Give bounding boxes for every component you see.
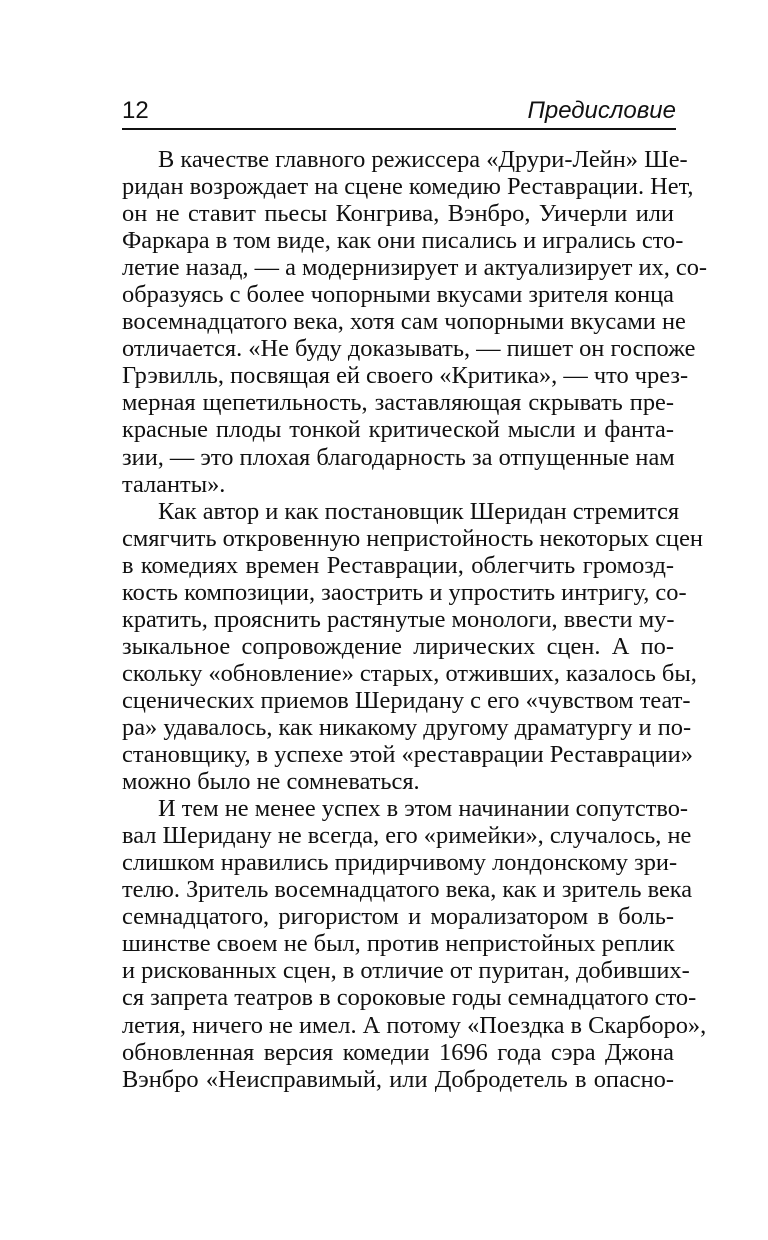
paragraph-2-line: можно было не сомневаться.: [122, 768, 420, 796]
paragraph-2-line: кость композиции, заострить и упростить интригу, со-: [122, 578, 687, 606]
paragraph-1-line: образуясь с более чопорными вкусами зрителя конца: [122, 281, 675, 309]
paragraph-3-line: обновленная версия комедии 1696 года сэра Джона: [122, 1038, 674, 1066]
paragraph-1-line: Фаркара в том виде, как они писались и игрались сто-: [122, 227, 684, 255]
paragraph-1-line: зии, — это плохая благодарность за отпущенные нам: [122, 443, 675, 471]
paragraph-3-line: телю. Зритель восемнадцатого века, как и зритель века: [122, 876, 693, 904]
section-title: Предисловие: [527, 97, 676, 124]
paragraph-3-line: летия, ничего не имел. А потому «Поездка в Скарборо»,: [122, 1011, 707, 1039]
paragraph-2-line: сценических приемов Шеридану с его «чувством теат-: [122, 686, 691, 714]
paragraph-1-line: таланты».: [122, 470, 226, 498]
paragraph-2-line: в комедиях времен Реставрации, облегчить громозд-: [122, 551, 674, 579]
paragraph-1-line: отличается. «Не буду доказывать, — пишет он госпоже: [122, 335, 696, 363]
paragraph-1-line: ридан возрождает на сцене комедию Реставрации. Нет,: [122, 173, 694, 201]
paragraph-3-line: слишком нравились придирчивому лондонскому зри-: [122, 849, 678, 877]
paragraph-3-line: семнадцатого, ригористом и морализатором в боль-: [122, 903, 674, 931]
paragraph-3-line: вал Шеридану не всегда, его «римейки», случалось, не: [122, 822, 692, 850]
paragraph-2-line: Как автор и как постановщик Шеридан стремится: [158, 497, 680, 525]
page-number: 12: [122, 97, 149, 124]
paragraph-1-line: Грэвилль, посвящая ей своего «Критика», — что чрез-: [122, 362, 689, 390]
running-header: [122, 96, 676, 130]
paragraph-2-line: смягчить откровенную непристойность некоторых сцен: [122, 524, 703, 552]
body-text: [122, 146, 708, 1093]
paragraph-3-line: шинстве своем не был, против непристойных реплик: [122, 930, 675, 958]
paragraph-2-line: зыкальное сопровождение лирических сцен. А по-: [122, 632, 674, 660]
paragraph-2-line: скольку «обновление» старых, отживших, казалось бы,: [122, 659, 697, 687]
paragraph-3-line: И тем не менее успех в этом начинании сопутство-: [158, 795, 689, 823]
paragraph-3-line: ся запрета театров в сороковые годы семнадцатого сто-: [122, 984, 697, 1012]
paragraph-2-line: ра» удавалось, как никакому другому драматургу и по-: [122, 713, 692, 741]
paragraph-3-line: и рискованных сцен, в отличие от пуритан, добивших-: [122, 957, 690, 985]
paragraph-1-line: восемнадцатого века, хотя сам чопорными вкусами не: [122, 308, 686, 336]
paragraph-1-line: он не ставит пьесы Конгрива, Вэнбро, Уичерли или: [122, 200, 674, 228]
paragraph-2-line: становщику, в успехе этой «реставрации Реставрации»: [122, 741, 693, 769]
paragraph-3-line: Вэнбро «Неисправимый, или Добродетель в опасно-: [122, 1065, 674, 1093]
paragraph-1-line: В качестве главного режиссера «Друри-Лейн» Ше-: [158, 146, 688, 173]
paragraph-1-line: красные плоды тонкой критической мысли и фанта-: [122, 416, 674, 444]
paragraph-1-line: летие назад, — а модернизирует и актуализирует их, со-: [122, 254, 708, 282]
paragraph-2-line: кратить, прояснить растянутые монологи, ввести му-: [122, 605, 675, 633]
paragraph-1-line: мерная щепетильность, заставляющая скрывать пре-: [122, 389, 674, 417]
